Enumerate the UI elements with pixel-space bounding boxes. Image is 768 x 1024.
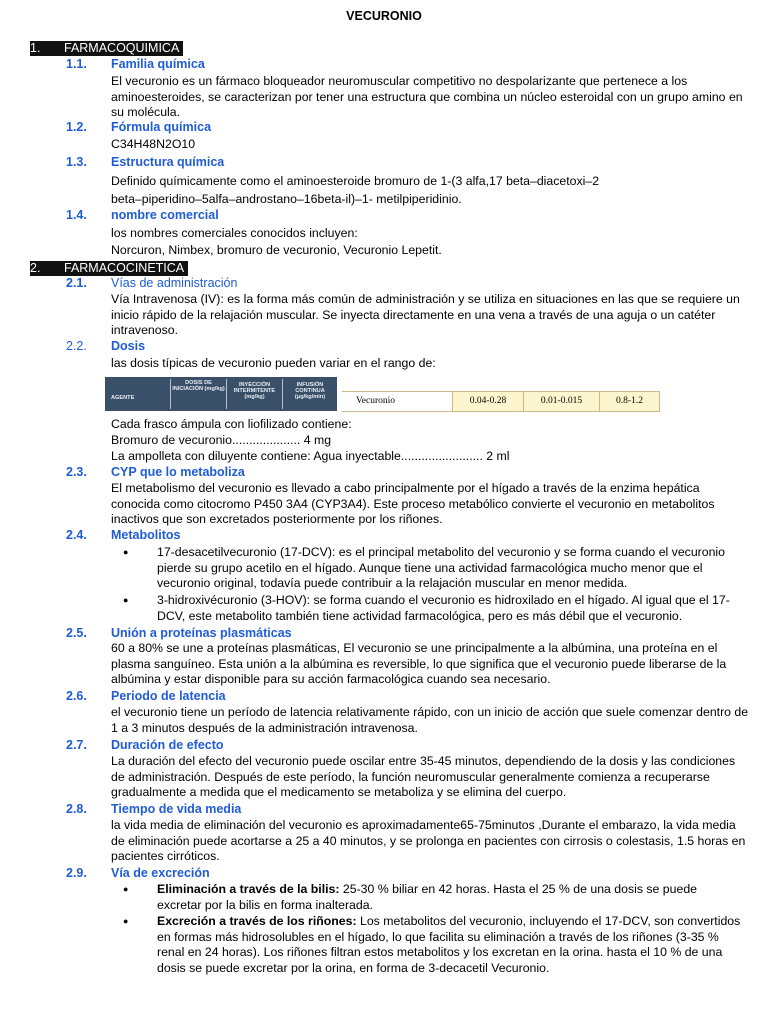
document-title: VECURONIO (346, 9, 422, 23)
paragraph-duracion: La duración del efecto del vecuronio puede oscilar entre 35-45 minutos, dependiendo de la dosis y las condiciones de administración. Después de este período, la función neuromuscular generalmente comienza a recuperarse gradualmente a medida que el medicamento se metaboliza y se elimina del cuerpo. (111, 754, 736, 800)
dose-table-header (105, 377, 337, 411)
subheading-latencia: 2.6. Periodo de latencia (66, 689, 226, 703)
document-page: VECURONIO 1. FARMACOQUIMICA 1.1. Familia química El vecuronio es un fármaco bloqueador neuromuscular competitivo no despolarizante que pertenece a los aminoesteroides, se caracterizan por tener una estructura que combina un núcleo esteroidal con un grupo amino en su molécula. 1.2. Fórmula química C34H48N2O10 1.3. Estructura química Definido químicamente como el aminoesteroide bromuro de 1-(3 alfa,17 beta–diacetoxi–2 beta–piperidino–5alfa–androstano–16beta-il)–1- metilpiperidinio. 1.4. nombre comercial los nombres comerciales conocidos incluyen: Norcuron, Nimbex, bromuro de vecuronio, Vecuronio Lepetit. 2. FARMACOCINETICA 2.1. Vías de administración Vía Intravenosa (IV): es la forma más común de administración y se utiliza en situaciones en las que se requiere un inicio rápido de la relajación muscular. Se inyecta directamente en una vena a través de una aguja o un catéter intravenoso. 2.2. Dosis las dosis típicas de vecuronio pueden variar en el rango de: AGENTE DOSIS DE INICIACIÓN (mg/kg) INYECCIÓN INTERMITENTE (mg/kg) INFUSIÓN CONTINUA (μg/kg/min) Vecuronio 0.04-0.28 0.01-0.015 0.8-1.2 Cada frasco ámpula con liofilizado contiene: Bromuro de vecuronio.................... 4 mg La ampolleta con diluyente contiene: Agua inyectable........................ 2 ml 2.3. CYP que lo metaboliza El metabolismo del vecuronio es llevado a cabo principalmente por el hígado a través de la enzima hepática conocida como citocromo P450 3A4 (CYP3A4). Este proceso metabólico convierte el vecuronio en metabolitos inactivos que son excretados posteriormente por los riñones. 2.4. Metabolitos 17-desacetilvecuronio (17-DCV): es el principal metabolito del vecuronio y se forma cuando el vecuronio pierde su grupo acetilo en el hígado. Aunque tiene una actividad farmacológica mucho menor que el vecuronio original, todavía puede contribuir a la relajación muscular en menor medida. 3-hidroxivécuronio (3-HOV): se forma cuando el vecuronio es hidroxilado en el hígado. Al igual que el 17-DCV, este metabolito también tiene actividad farmacológica, pero es más débil que el vecuronio. 2.5. Unión a proteínas plasmáticas 60 a 80% se une a proteínas plasmáticas, El vecuronio se une principalmente a la albúmina, una proteína en el plasma sanguíneo. Esta unión a la albúmina es reversible, lo que significa que el vecuronio puede liberarse de la albúmina y estar disponible para su acción farmacológica cuando sea necesario. 2.6. Periodo de latencia el vecuronio tiene un período de latencia relativamente rápido, con un inicio de acción que suele comenzar dentro de 1 a 3 minutos después de la administración intravenosa. 2.7. Duración de efecto La duración del efecto del vecuronio puede oscilar entre 35-45 minutos, dependiendo de la dosis y las condiciones de administración. Después de este período, la función neuromuscular generalmente comienza a recuperarse gradualmente a medida que el medicamento se metaboliza y se elimina del cuerpo. 2.8. Tiempo de vida media la vida media de eliminación del vecuronio es aproximadamente65-75minutos ,Durante el embarazo, la vida media de eliminación puede acortarse a 25 a 40 minutos, y se prolonga en pacientes con cirrosis o colestasis, 1.5 horas en pacientes cirróticos. 2.9. Vía de excreción Eliminación a través de la bilis: 25-30 % biliar en 42 horas. Hasta el 25 % de una dosis se puede excretar por la bilis en forma inalterada. Excreción a través de los riñones: Los metabolitos del vecuronio, incluyendo el 17-DCV, son convertidos en formas más hidrosolubles en el hígado, lo que facilita su eliminación a través de los riñones (3-35 % renal en 24 horas). Los riñones filtran estos metabolitos y los excretan en la orina. hasta el 10 % de una dosis se puede excretar por la orina, en forma de 3-decacetil Vecuronio. (0, 0, 768, 1024)
section-number: 1. (30, 41, 41, 55)
paragraph-estructura: Definido químicamente como el aminoesteroide bromuro de 1-(3 alfa,17 beta–diacetoxi–2 beta–piperidino–5alfa–androstano–16beta-il)–1- metilpiperidinio. (111, 174, 600, 206)
paragraph-vida-media: la vida media de eliminación del vecuronio es aproximadamente65-75minutos ,Durante el embarazo, la vida media de eliminación puede acortarse a 25 a 40 minutos, y se prolonga en pacientes con cirrosis o colestasis, 1.5 horas en pacientes cirróticos. (111, 818, 746, 864)
paragraph-union: 60 a 80% se une a proteínas plasmáticas, El vecuronio se une principalmente a la albúmina, una proteína en el plasma sanguíneo. Esta unión a la albúmina es reversible, lo que significa que el vecuronio puede liberarse de la albúmina y estar disponible para su acción farmacológica cuando sea necesario. (111, 641, 727, 687)
section-label: FARMACOQUIMICA (64, 41, 180, 55)
section-number: 2. (30, 261, 41, 275)
paragraph-nombre-intro: los nombres comerciales conocidos incluyen: (111, 226, 358, 240)
paragraph-bromuro: Bromuro de vecuronio.................... 4 mg (111, 433, 332, 447)
subheading-dosis: 2.2. Dosis (66, 339, 146, 353)
subheading-union-proteinas: 2.5. Unión a proteínas plasmáticas (66, 626, 292, 640)
subheading-excrecion: 2.9. Vía de excreción (66, 866, 210, 880)
paragraph-formula: C34H48N2O10 (111, 137, 196, 151)
subheading-vias-administracion: 2.1. Vías de administración (66, 276, 238, 290)
dose-table (342, 391, 660, 412)
section-heading-farmacocinetica (30, 261, 188, 276)
paragraph-vias: Vía Intravenosa (IV): es la forma más común de administración y se utiliza en situaciones en las que se requiere un inicio rápido de la relajación muscular. Se inyecta directamente en una vena a través de una aguja o un catéter intravenoso. (111, 292, 740, 338)
paragraph-cyp: El metabolismo del vecuronio es llevado a cabo principalmente por el hígado a través de la enzima hepática conocida como citocromo P450 3A4 (CYP3A4). Este proceso metabólico convierte el vecuronio en metabolitos inactivos que son excretados posteriormente por los riñones. (111, 481, 715, 527)
subheading-duracion: 2.7. Duración de efecto (66, 738, 224, 752)
paragraph-frasco: Cada frasco ámpula con liofilizado contiene: (111, 417, 352, 431)
paragraph-familia-quimica: El vecuronio es un fármaco bloqueador neuromuscular competitivo no despolarizante que pertenece a los aminoesteroides, se caracterizan por tener una estructura que combina un núcleo esteroidal con un grupo amino en su molécula. (111, 74, 743, 120)
paragraph-latencia: el vecuronio tiene un período de latencia relativamente rápido, con un inicio de acción que suele comenzar dentro de 1 a 3 minutos después de la administración intravenosa. (111, 705, 749, 735)
header-agente: AGENTE (111, 395, 135, 402)
section-label: FARMACOCINETICA (64, 261, 185, 275)
cell-inyeccion-intermitente: 0.01-0.015 (524, 392, 600, 412)
subheading-formula-quimica: 1.2. Fórmula química (66, 120, 212, 134)
subheading-cyp: 2.3. CYP que lo metaboliza (66, 465, 245, 479)
header-inyeccion-intermitente: INYECCIÓN INTERMITENTE (mg/kg) (233, 382, 276, 400)
table-row (342, 392, 660, 412)
subheading-estructura-quimica: 1.3. Estructura química (66, 155, 225, 169)
header-dosis-iniciacion: DOSIS DE INICIACIÓN (mg/kg) (172, 380, 225, 392)
subheading-metabolitos: 2.4. Metabolitos (66, 528, 181, 542)
paragraph-ampolleta: La ampolleta con diluyente contiene: Agua inyectable........................ 2 ml (111, 449, 510, 463)
subheading-nombre-comercial: 1.4. nombre comercial (66, 208, 219, 222)
cell-agente: Vecuronio (342, 392, 453, 412)
subheading-vida-media: 2.8. Tiempo de vida media (66, 802, 242, 816)
cell-infusion-continua: 0.8-1.2 (600, 392, 660, 412)
cell-dosis-iniciacion: 0.04-0.28 (453, 392, 524, 412)
header-infusion-continua: INFUSIÓN CONTINUA (μg/kg/min) (294, 382, 326, 400)
paragraph-nombres-comerciales: Norcuron, Nimbex, bromuro de vecuronio, Vecuronio Lepetit. (111, 243, 442, 257)
section-heading-farmacoquimica (30, 41, 183, 56)
subheading-familia-quimica: 1.1. Familia química (66, 57, 205, 71)
paragraph-dosis-intro: las dosis típicas de vecuronio pueden variar en el rango de: (111, 356, 436, 370)
